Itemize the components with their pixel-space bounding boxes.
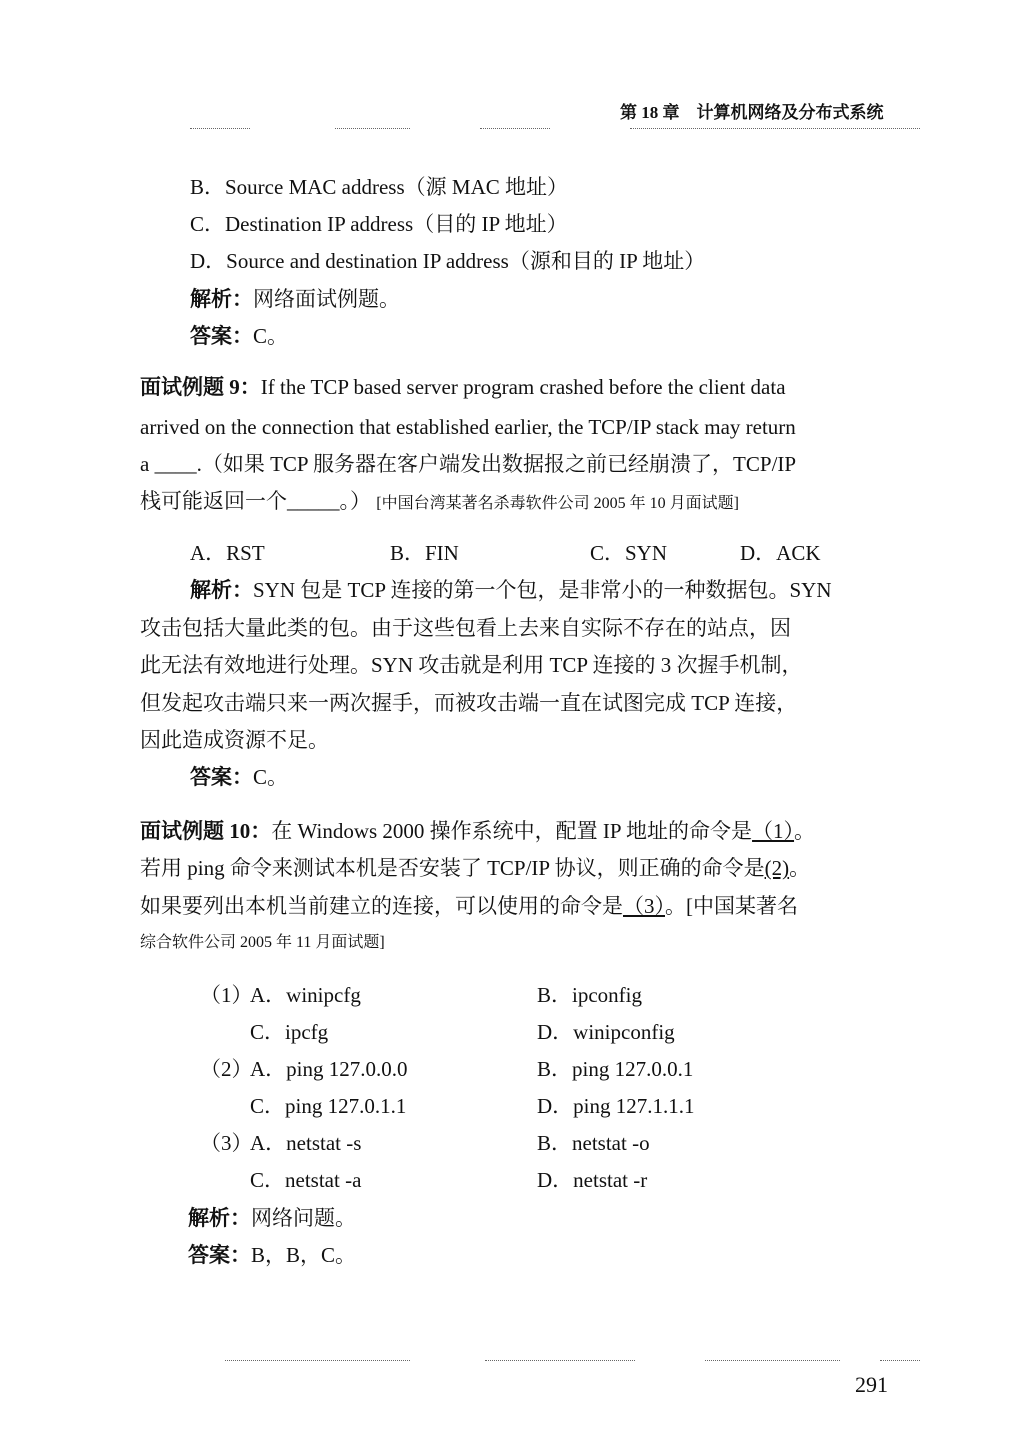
header-rule bbox=[480, 128, 550, 129]
group-num: （2） bbox=[200, 1057, 253, 1081]
analysis-text: 网络面试例题。 bbox=[253, 287, 400, 311]
header-rule bbox=[335, 128, 410, 129]
q10-source: 综合软件公司 2005 年 11 月面试题] bbox=[140, 934, 385, 951]
q9-option: D．ACK bbox=[740, 541, 821, 565]
q9-source: [中国台湾某著名杀毒软件公司 2005 年 10 月面试题] bbox=[376, 495, 739, 512]
footer-rule bbox=[705, 1360, 840, 1361]
q10-text: 在 Windows 2000 操作系统中，配置 IP 地址的命令是 bbox=[271, 819, 753, 843]
q10-line bbox=[140, 818, 815, 844]
analysis-text: 此无法有效地进行处理。SYN 攻击就是利用 TCP 连接的 3 次握手机制， bbox=[140, 653, 803, 677]
option: B．ipconfig bbox=[537, 983, 642, 1007]
option: C．ping 127.0.1.1 bbox=[250, 1094, 407, 1118]
option: B．netstat -o bbox=[537, 1131, 650, 1155]
q10-answer bbox=[188, 1242, 356, 1268]
blank: （1） bbox=[752, 819, 795, 843]
option: C．ipcfg bbox=[250, 1020, 329, 1044]
answer bbox=[190, 764, 288, 790]
q9-line bbox=[140, 374, 786, 400]
option: D．ping 127.1.1.1 bbox=[537, 1094, 695, 1118]
blank: (2) bbox=[764, 856, 790, 880]
option-d: D．Source and destination IP address（源和目的 IP 地址） bbox=[190, 249, 706, 273]
blank: （3） bbox=[623, 894, 665, 918]
q10-line bbox=[140, 855, 810, 881]
footer-rule bbox=[880, 1360, 920, 1361]
q10-text: 若用 ping 命令来测试本机是否安装了 TCP/IP 协议，则正确的命令是 bbox=[140, 856, 765, 880]
analysis-text: 网络问题。 bbox=[251, 1206, 356, 1230]
q9-option: B．FIN bbox=[390, 541, 459, 565]
analysis-text: 但发起攻击端只来一两次握手，而被攻击端一直在试图完成 TCP 连接， bbox=[140, 691, 798, 715]
q9-text: If the TCP based server program crashed before the client data bbox=[260, 375, 786, 399]
answer-label: 答案： bbox=[190, 324, 253, 348]
option: A．netstat -s bbox=[250, 1131, 362, 1155]
q10-text: 。[中国某著名 bbox=[665, 894, 798, 918]
answer-text: C。 bbox=[253, 324, 289, 348]
option: B．ping 127.0.0.1 bbox=[537, 1057, 694, 1081]
q9-line: arrived on the connection that established earlier, the TCP/IP stack may return bbox=[140, 415, 796, 439]
analysis-label: 解析： bbox=[190, 578, 253, 602]
answer-label: 答案： bbox=[188, 1243, 251, 1267]
option-b: B．Source MAC address（源 MAC 地址） bbox=[190, 175, 568, 199]
option: D．netstat -r bbox=[537, 1168, 648, 1192]
analysis-text: SYN 包是 TCP 连接的第一个包，是非常小的一种数据包。SYN bbox=[253, 578, 832, 602]
chapter-header: 第 18 章 计算机网络及分布式系统 bbox=[620, 103, 884, 122]
answer-text: B，B，C。 bbox=[251, 1243, 357, 1267]
page-number: 291 bbox=[855, 1372, 888, 1397]
header-rule bbox=[630, 128, 920, 129]
q9-line bbox=[140, 488, 739, 517]
answer-text: C。 bbox=[253, 765, 289, 789]
answer bbox=[190, 323, 288, 349]
option: C．netstat -a bbox=[250, 1168, 362, 1192]
group-num: （1） bbox=[200, 983, 253, 1007]
q9-text: 栈可能返回一个_____。） bbox=[140, 489, 371, 513]
q9-option: C．SYN bbox=[590, 541, 668, 565]
option: D．winipconfig bbox=[537, 1020, 675, 1044]
answer-label: 答案： bbox=[190, 765, 253, 789]
analysis bbox=[190, 286, 400, 312]
q9-line: a ____.（如果 TCP 服务器在客户端发出数据报之前已经崩溃了，TCP/IP bbox=[140, 452, 797, 476]
option-c: C．Destination IP address（目的 IP 地址） bbox=[190, 212, 568, 236]
q10-label: 面试例题 10： bbox=[140, 819, 272, 843]
q10-line bbox=[140, 893, 798, 919]
analysis-label: 解析： bbox=[188, 1206, 251, 1230]
analysis-text: 因此造成资源不足。 bbox=[140, 728, 329, 752]
group-num: （3） bbox=[200, 1131, 253, 1155]
analysis-label: 解析： bbox=[190, 287, 253, 311]
q9-option: A．RST bbox=[190, 541, 265, 565]
footer-rule bbox=[485, 1360, 635, 1361]
q9-analysis bbox=[190, 577, 832, 603]
q9-label: 面试例题 9： bbox=[140, 375, 261, 399]
option: A．winipcfg bbox=[250, 983, 361, 1007]
q10-analysis bbox=[188, 1205, 356, 1231]
analysis-text: 攻击包括大量此类的包。由于这些包看上去来自实际不存在的站点，因 bbox=[140, 616, 791, 640]
q10-text: 如果要列出本机当前建立的连接，可以使用的命令是 bbox=[140, 894, 623, 918]
header-rule bbox=[190, 128, 250, 129]
q10-text: 。 bbox=[794, 819, 816, 843]
q10-text: 。 bbox=[789, 856, 811, 880]
footer-rule bbox=[225, 1360, 410, 1361]
option: A．ping 127.0.0.0 bbox=[250, 1057, 408, 1081]
